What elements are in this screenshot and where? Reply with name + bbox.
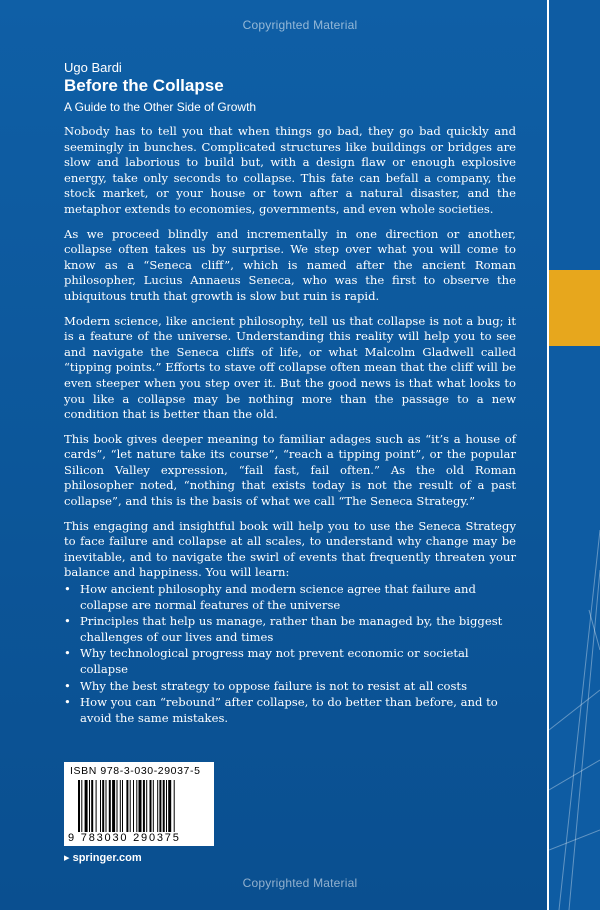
blurb-paragraph: Modern science, like ancient philosophy, tell us that collapse is not a bug; it is a feature of the universe. Understanding this reality will help you to see and navigate the Seneca cliffs of life, or what Malcolm Gladwell called “tipping points.” Efforts to stave off collapse often mean that the cliff will be even steeper when you step over it. But the good news is that what looks to you like a collapse may be nothing more than the passage to a new condition that is better than the old. <box>64 313 516 422</box>
learn-list <box>64 582 516 726</box>
bullet-glyph: • <box>64 614 71 629</box>
learn-intro: This engaging and insightful book will help you to use the Seneca Strategy to face failure and collapse at all scales, to understand why change may be inevitable, and to navigate the swirl of events that frequently threaten your balance and happiness. You will learn: <box>64 518 516 580</box>
barcode-bar <box>133 780 134 832</box>
bullet-glyph: • <box>64 695 71 710</box>
list-item-text: Principles that help us manage, rather than be managed by, the biggest challenges of our lives and times <box>80 614 503 644</box>
barcode-bar <box>146 780 147 832</box>
barcode-bar <box>89 780 90 832</box>
book-subtitle: A Guide to the Other Side of Growth <box>64 100 257 114</box>
ean-number: 9 783030 290375 <box>68 832 181 844</box>
publisher-url: springer.com <box>72 852 142 864</box>
barcode-bar <box>157 780 158 832</box>
barcode-bar <box>122 780 123 832</box>
barcode-bar <box>159 780 161 832</box>
list-item-text: How you can “rebound” after collapse, to do better than before, and to avoid the same mistakes. <box>80 695 498 725</box>
barcode-bar <box>150 780 152 832</box>
barcode-bar <box>130 780 131 832</box>
barcode-bar <box>78 780 80 832</box>
blurb-text <box>64 124 516 727</box>
barcode-bar <box>85 780 88 832</box>
isbn-text: ISBN 978-3-030-29037-5 <box>70 765 201 777</box>
barcode-box <box>64 762 214 846</box>
barcode-bar <box>174 780 175 832</box>
barcode-bar <box>106 780 107 832</box>
bullet-glyph: • <box>64 646 71 661</box>
list-item <box>64 695 516 726</box>
list-item-text: Why the best strategy to oppose failure is not to resist at all costs <box>80 678 468 693</box>
barcode-bar <box>102 780 104 832</box>
barcode-icon <box>78 780 208 832</box>
author-name: Ugo Bardi <box>64 60 122 75</box>
publisher-link[interactable] <box>64 851 142 864</box>
list-item <box>64 679 516 695</box>
barcode-bar <box>126 780 128 832</box>
barcode-bar <box>143 780 145 832</box>
barcode-bar <box>166 780 167 832</box>
barcode-bar <box>96 780 97 832</box>
barcode-bar <box>91 780 93 832</box>
arrow-right-icon: ▸ <box>64 852 70 864</box>
spine-decoration <box>549 530 600 910</box>
spine-stripe <box>549 270 600 346</box>
blurb-paragraph: This book gives deeper meaning to familiar adages such as “it’s a house of cards”, “let nature take its course”, “reach a tipping point”, or the popular Silicon Valley expression, “fail fast, fail often.” As the old Roman philosopher noted, “nothing that exists today is not the result of a past collapse”, and this is the basis of what we call “The Seneca Strategy.” <box>64 431 516 509</box>
bullet-glyph: • <box>64 582 71 597</box>
barcode-bar <box>112 780 115 832</box>
bullet-glyph: • <box>64 678 71 693</box>
watermark-bottom: Copyrighted Material <box>242 876 358 890</box>
barcode-bar <box>117 780 118 832</box>
barcode-bar <box>136 780 137 832</box>
barcode-bar <box>120 780 121 832</box>
list-item <box>64 614 516 645</box>
list-item <box>64 646 516 677</box>
blurb-paragraph: Nobody has to tell you that when things go bad, they go bad quickly and seemingly in bunches. Complicated structures like buildings or bridges are slow and laborious to build but, with a design flaw or enough explosive energy, take only seconds to collapse. This fate can befall a company, the stock market, or your house or town after a natural disaster, and the metaphor extends to economies, governments, and even whole societies. <box>64 124 516 216</box>
watermark-top: Copyrighted Material <box>242 18 358 32</box>
barcode-bar <box>153 780 154 832</box>
barcode-bar <box>139 780 142 832</box>
list-item-text: Why technological progress may not prevent economic or societal collapse <box>80 646 469 676</box>
barcode-bar <box>168 780 171 832</box>
list-item-text: How ancient philosophy and modern science agree that failure and collapse are normal features of the universe <box>80 582 476 612</box>
barcode-bar <box>163 780 165 832</box>
barcode-bar <box>109 780 111 832</box>
book-title: Before the Collapse <box>64 76 224 95</box>
barcode-bar <box>100 780 101 832</box>
blurb-paragraph: As we proceed blindly and incrementally in one direction or another, collapse often takes us by surprise. We step over what you will come to know as a “Seneca cliff”, which is named after the ancient Roman philosopher, Lucius Annaeus Seneca, who was the first to observe the ubiquitous truth that growth is slow but ruin is rapid. <box>64 226 516 303</box>
list-item <box>64 582 516 613</box>
barcode-bar <box>81 780 82 832</box>
